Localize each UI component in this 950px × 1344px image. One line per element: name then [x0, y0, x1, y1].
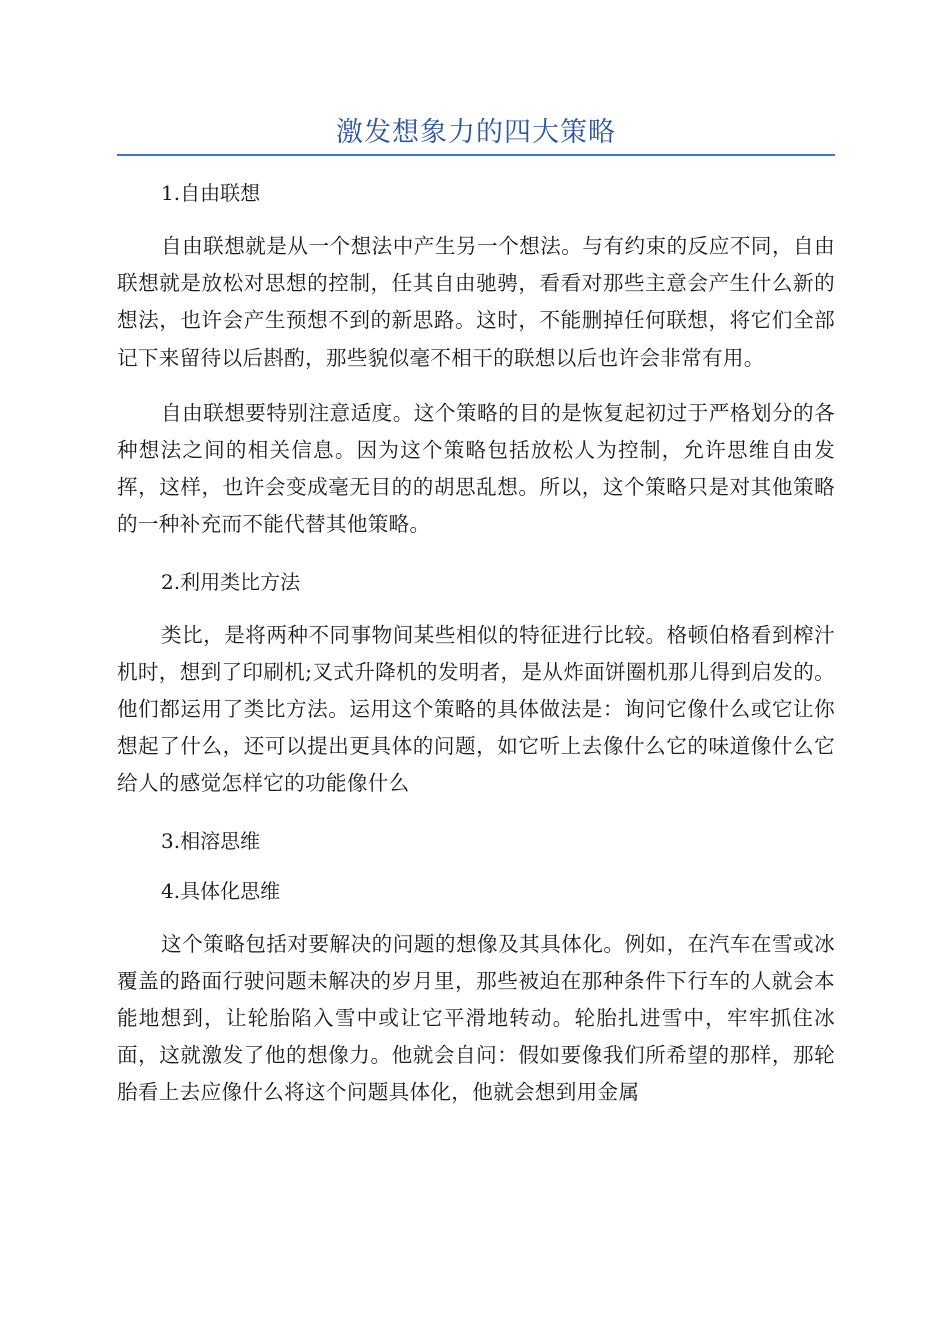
title-underline: [117, 154, 835, 156]
section-heading-free-association: 1.自由联想: [161, 181, 261, 205]
document-title: 激发想象力的四大策略: [336, 117, 616, 148]
paragraph-free-association-2: 自由联想要特别注意适度。这个策略的目的是恢复起初过于严格划分的各种想法之间的相关信息。因为这个策略包括放松人为控制，允许思维自由发挥，这样，也许会变成毫无目的的胡思乱想。所以，这个策略只是对其他策略的一种补充而不能代替其他策略。: [117, 400, 835, 537]
section-heading-fusion-thinking: 3.相溶思维: [161, 828, 261, 853]
section-heading-analogy: 2.利用类比方法: [161, 569, 301, 594]
section-heading-concrete-thinking: 4.具体化思维: [161, 878, 281, 903]
paragraph-free-association-1: 自由联想就是从一个想法中产生另一个想法。与有约束的反应不同，自由联想就是放松对思想的控制，任其自由驰骋，看看对那些主意会产生什么新的想法，也许会产生预想不到的新思路。这时，不能删掉任何联想，将它们全部记下来留待以后斟酌，那些貌似毫不相干的联想以后也许会非常有用。: [117, 234, 835, 370]
document-page: [117, 108, 835, 1112]
paragraph-concrete-thinking: 这个策略包括对要解决的问题的想像及其具体化。例如，在汽车在雪或冰覆盖的路面行驶问题未解决的岁月里，那些被迫在那种条件下行车的人就会本能地想到，让轮胎陷入雪中或让它平滑地转动。轮胎扎进雪中，牢牢抓住冰面，这就激发了他的想像力。他就会自问：假如要像我们所希望的那样，那轮胎看上去应像什么将这个问题具体化，他就会想到用金属: [117, 931, 835, 1105]
paragraph-analogy: 类比，是将两种不同事物间某些相似的特征进行比较。格顿伯格看到榨汁机时，想到了印刷机;叉式升降机的发明者，是从炸面饼圈机那儿得到启发的。他们都运用了类比方法。运用这个策略的具体做法是：询问它像什么或它让你想起了什么，还可以提出更具体的问题，如它听上去像什么它的味道像什么它给人的感觉怎样它的功能像什么: [117, 622, 835, 796]
